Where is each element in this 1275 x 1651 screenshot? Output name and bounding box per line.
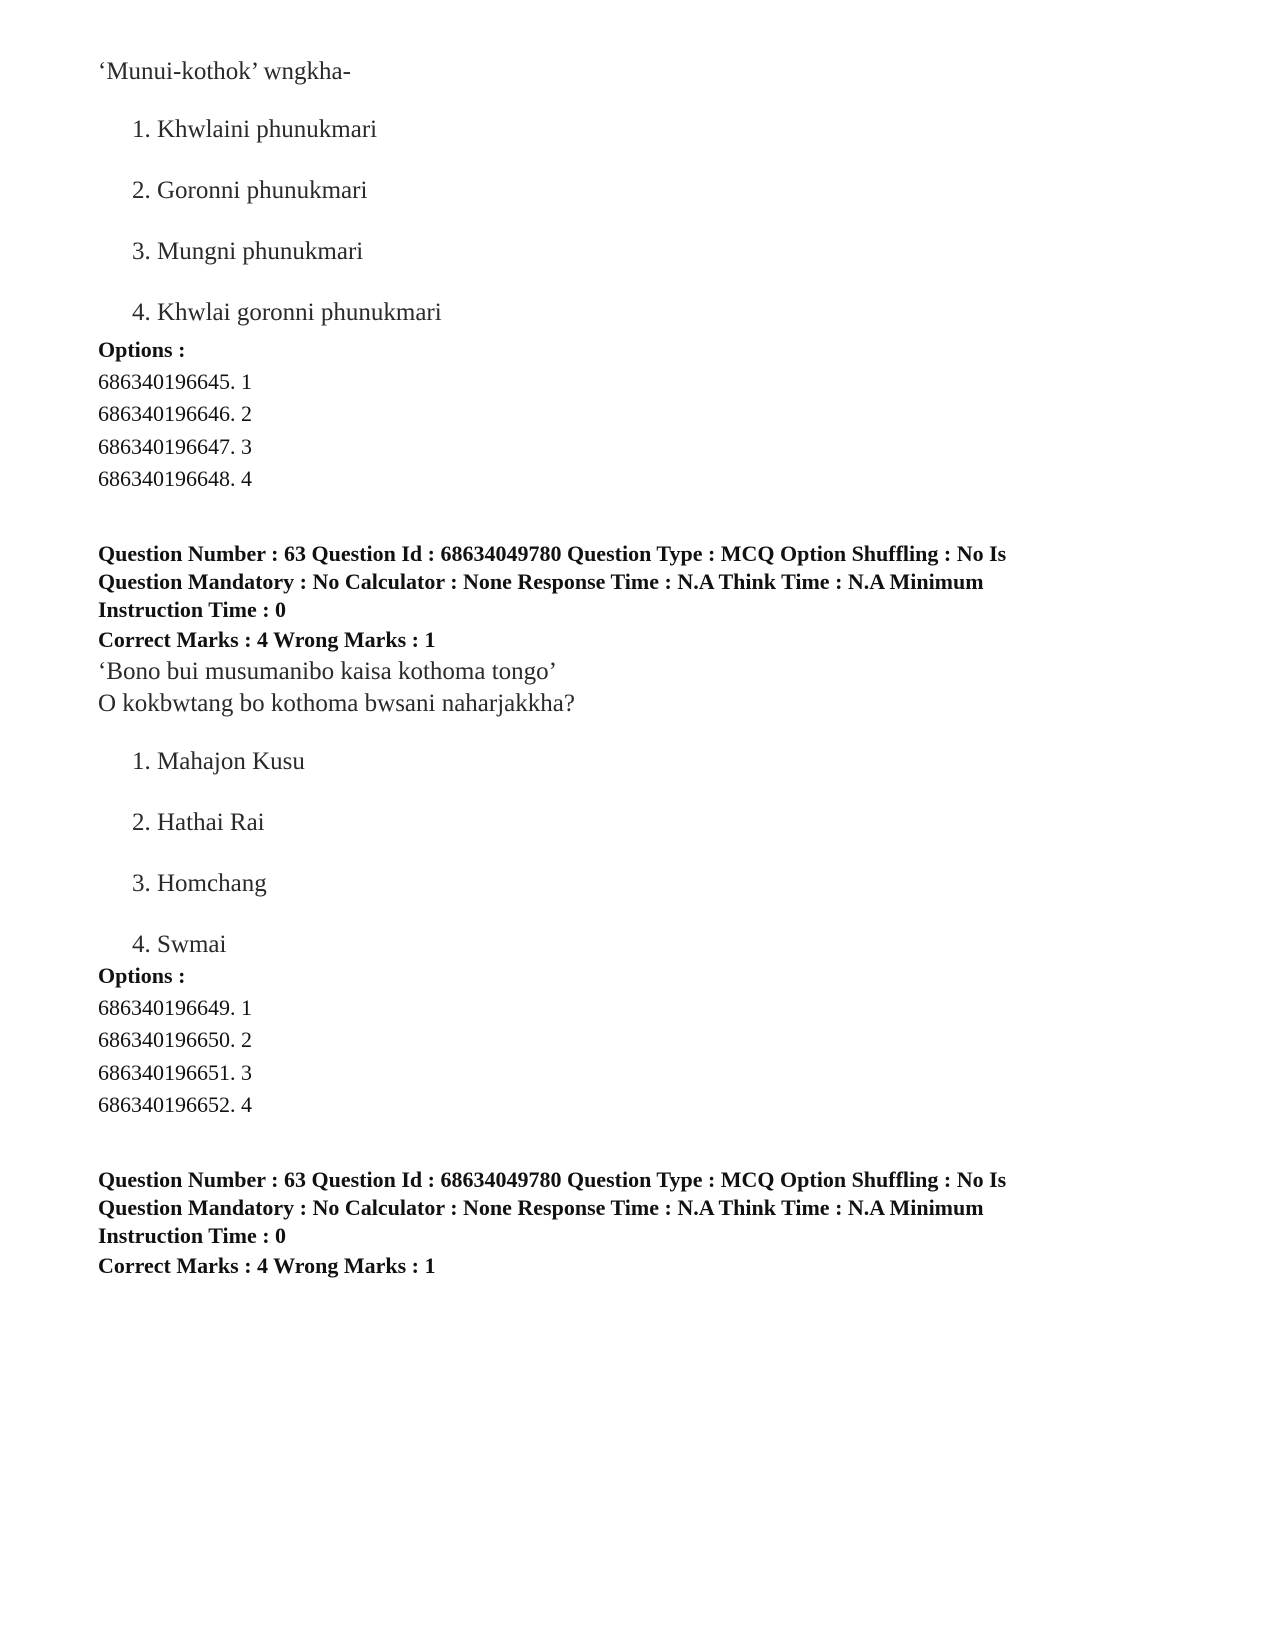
answer-choice: 3. Mungni phunukmari — [132, 238, 364, 265]
options-heading: Options : — [98, 337, 186, 362]
answer-choice: 2. Hathai Rai — [132, 809, 265, 836]
option-id: 686340196645. 1 — [98, 369, 252, 394]
question-meta-line: Question Number : 63 Question Id : 68634049780 Question Type : MCQ Option Shuffling : No Is — [98, 1167, 1007, 1192]
question-meta — [98, 1166, 1198, 1250]
question-meta-line: Instruction Time : 0 — [98, 597, 287, 622]
question-meta-line: Question Mandatory : No Calculator : None Response Time : N.A Think Time : N.A Minimum — [98, 1195, 984, 1220]
answer-choice: 4. Khwlai goronni phunukmari — [132, 299, 442, 326]
option-id: 686340196648. 4 — [98, 466, 252, 491]
answer-choice: 2. Goronni phunukmari — [132, 177, 368, 204]
marks-line: Correct Marks : 4 Wrong Marks : 1 — [98, 1253, 436, 1278]
question-stem: ‘Bono bui musumanibo kaisa kothoma tongo’ — [98, 658, 557, 685]
options-heading: Options : — [98, 963, 186, 988]
question-meta-line: Instruction Time : 0 — [98, 1223, 287, 1248]
option-id: 686340196646. 2 — [98, 401, 252, 426]
question-stem: O kokbwtang bo kothoma bwsani naharjakkha? — [98, 690, 575, 717]
option-id: 686340196652. 4 — [98, 1092, 252, 1117]
answer-choice: 1. Mahajon Kusu — [132, 748, 305, 775]
question-meta — [98, 540, 1198, 624]
marks-line: Correct Marks : 4 Wrong Marks : 1 — [98, 627, 436, 652]
question-stem: ‘Munui-kothok’ wngkha- — [98, 58, 351, 85]
option-id: 686340196649. 1 — [98, 995, 252, 1020]
option-id: 686340196647. 3 — [98, 434, 252, 459]
question-meta-line: Question Number : 63 Question Id : 68634049780 Question Type : MCQ Option Shuffling : No Is — [98, 541, 1007, 566]
answer-choice: 1. Khwlaini phunukmari — [132, 116, 378, 143]
answer-choice: 4. Swmai — [132, 931, 227, 958]
option-id: 686340196650. 2 — [98, 1027, 252, 1052]
answer-choice: 3. Homchang — [132, 870, 267, 897]
question-meta-line: Question Mandatory : No Calculator : None Response Time : N.A Think Time : N.A Minimum — [98, 569, 984, 594]
option-id: 686340196651. 3 — [98, 1060, 252, 1085]
